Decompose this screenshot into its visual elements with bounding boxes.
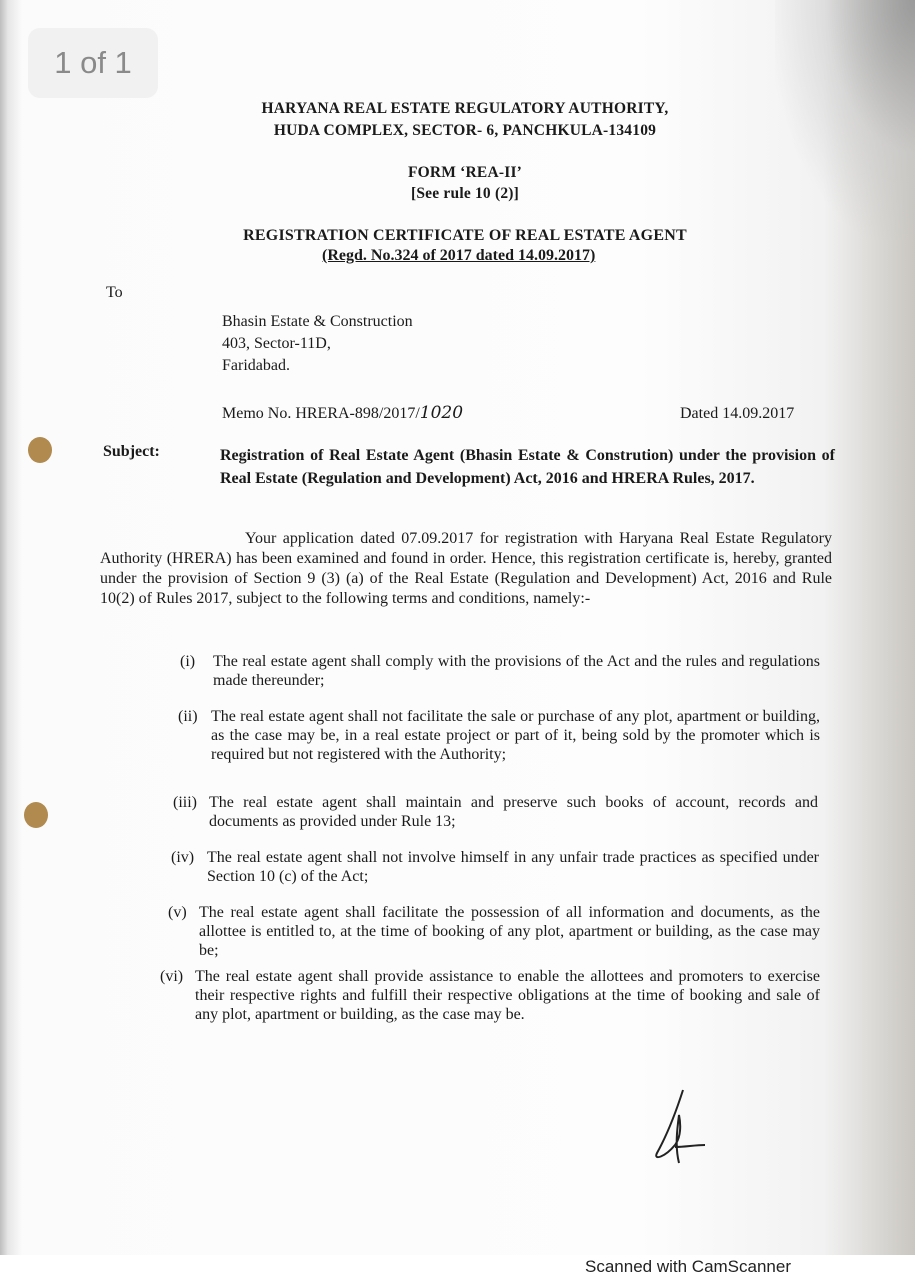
memo-date: Dated 14.09.2017 bbox=[680, 405, 795, 422]
scanner-footer bbox=[0, 1255, 915, 1280]
memo-handwritten-number: 1020 bbox=[419, 403, 464, 423]
punch-hole bbox=[28, 437, 52, 463]
authority-name: HARYANA REAL ESTATE REGULATORY AUTHORITY, bbox=[261, 100, 669, 117]
condition-label: (ii) bbox=[178, 708, 198, 725]
condition-text: The real estate agent shall provide assistance to enable the allottees and promoters to exercise their respective rights and fulfill their respective obligations at the time of booking and sale of any plot, apartment or building, as the case may be. bbox=[195, 968, 820, 1023]
page-indicator: 1 of 1 bbox=[28, 28, 158, 98]
subject-label: Subject: bbox=[103, 443, 160, 460]
condition-label: (v) bbox=[168, 904, 187, 921]
form-name: FORM ‘REA-II’ bbox=[407, 164, 523, 181]
condition-label: (iii) bbox=[173, 794, 197, 811]
registration-number: (Regd. No.324 of 2017 dated 14.09.2017) bbox=[322, 247, 596, 264]
condition-text: The real estate agent shall comply with the provisions of the Act and the rules and regulations made thereunder; bbox=[213, 653, 820, 689]
authority-address: HUDA COMPLEX, SECTOR- 6, PANCHKULA-134109 bbox=[273, 122, 657, 139]
certificate-title: REGISTRATION CERTIFICATE OF REAL ESTATE AGENT bbox=[243, 227, 687, 244]
punch-hole bbox=[24, 802, 48, 828]
subject-text: Registration of Real Estate Agent (Bhasin Estate & Constrution) under the provision of Real Estate (Regulation and Development) Act, 2016 and HRERA Rules, 2017. bbox=[220, 447, 835, 487]
condition-label: (iv) bbox=[171, 849, 195, 866]
body-paragraph: Your application dated 07.09.2017 for registration with Haryana Real Estate Regulatory Authority (HRERA) has been examined and found in order. Hence, this registration certificate is, hereby, granted under the provision of Section 9 (3) (a) of the Real Estate (Regulation and Development) Act, 2016 and Rule 10(2) of Rules 2017, subject to the following terms and conditions, namely:- bbox=[100, 530, 832, 607]
condition-label: (vi) bbox=[160, 968, 184, 985]
address-line: 403, Sector-11D, bbox=[222, 335, 331, 352]
address-line: Faridabad. bbox=[222, 357, 290, 374]
form-rule: [See rule 10 (2)] bbox=[411, 185, 519, 202]
address-line: Bhasin Estate & Construction bbox=[222, 313, 413, 330]
signature bbox=[645, 1085, 715, 1170]
condition-text: The real estate agent shall not facilitate the sale or purchase of any plot, apartment or building, as the case may be, in a real estate project or part of it, being sold by the promoter which is required but not registered with the Authority; bbox=[211, 708, 820, 763]
memo-prefix: Memo No. HRERA-898/2017/ bbox=[222, 405, 420, 422]
memo-number bbox=[222, 403, 463, 423]
condition-label: (i) bbox=[180, 653, 196, 670]
to-label: To bbox=[106, 284, 123, 301]
condition-text: The real estate agent shall maintain and preserve such books of account, records and documents as provided under Rule 13; bbox=[209, 794, 818, 830]
condition-text: The real estate agent shall not involve himself in any unfair trade practices as specified under Section 10 (c) of the Act; bbox=[207, 849, 819, 885]
scanner-watermark: Scanned with CamScanner bbox=[585, 1257, 792, 1276]
condition-text: The real estate agent shall facilitate the possession of all information and documents, as the allottee is entitled to, at the time of booking of any plot, apartment or building, as the case may be; bbox=[199, 904, 820, 959]
